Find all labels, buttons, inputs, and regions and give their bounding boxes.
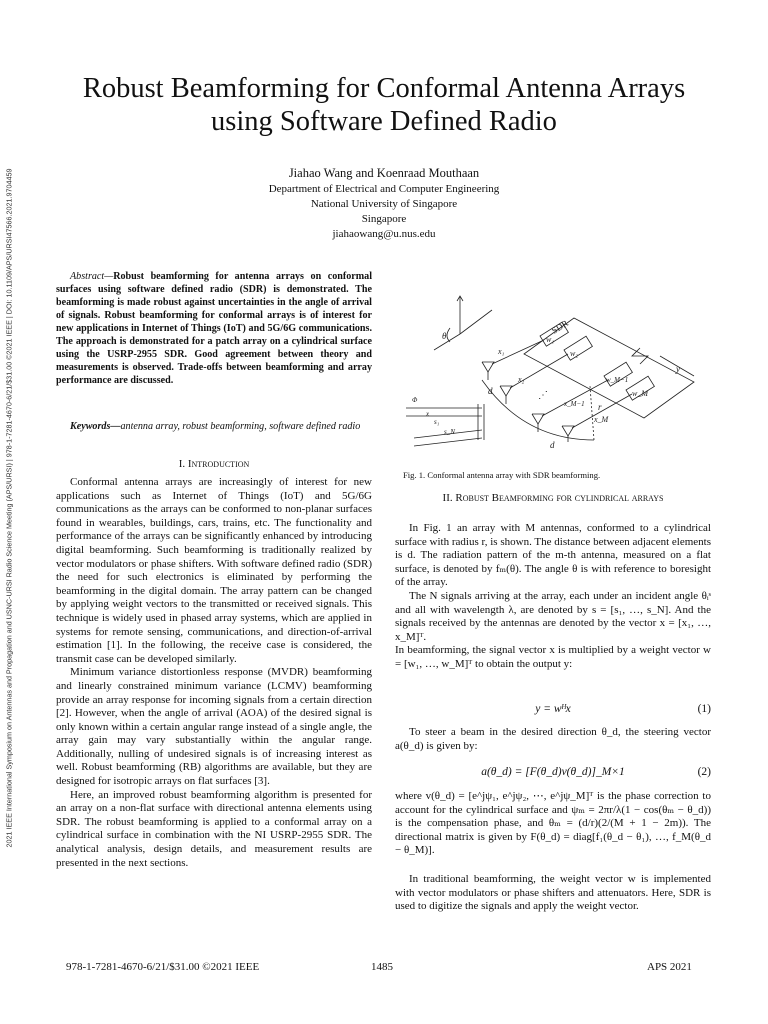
side-citation-text: 2021 IEEE International Symposium on Antennas and Propagation and USNC-URSI Radio Science Meeting (APS/URSI) | 978-1-7281-4670-6/21/$31.00 ©2021 IEEE | DOI: 10.1109/APS/URSI47566.2021.9704459 <box>4 168 14 848</box>
intro-paragraph-2: Minimum variance distortionless response (MVDR) beamforming and linearly constrained minimum variance (LCMV) beamforming provide an array response for incoming signals from a certain direction [2]. However, when the angle of arrival (AOA) of the desired signal is only known within a certain angular range instead of a single angle, the array gain may vary substantially within the angular range. Additionally, nulling of undesired signals is of increasing interest as well. Robust beamforming (RB) algorithms are available, but they are designed for isotropic arrays on flat surfaces [3]. <box>56 666 372 788</box>
page-number: 1485 <box>371 961 393 973</box>
signal-label-n: s_N <box>444 428 455 436</box>
sec2-paragraph-2: The N signals arriving at the array, each under an incident angle θᵢˢ and all with wavelength λ, are denoted by s = [s₁, …, s_N]. And the signals received by the antennas are denoted by the vector x = [x₁, …, x_M]ᵀ. <box>395 589 711 643</box>
sec2-paragraph-4: To steer a beam in the desired direction θ_d, the steering vector a(θ_d) is given by: <box>395 726 711 752</box>
keywords-text: antenna array, robust beamforming, software defined radio <box>120 421 361 432</box>
signal-ray-4 <box>414 438 482 446</box>
figure-1-diagram <box>404 290 708 450</box>
footer-conference: APS 2021 <box>647 961 692 973</box>
side-margin-citation <box>2 68 16 948</box>
figure-1-caption: Fig. 1. Conformal antenna array with SDR beamforming. <box>403 470 601 480</box>
antenna-2 <box>500 386 512 404</box>
antenna-3 <box>532 414 544 432</box>
abstract <box>56 270 372 387</box>
output-y-label: y <box>676 364 680 374</box>
keywords-label: Keywords— <box>70 421 121 432</box>
title-line-1: Robust Beamforming for Conformal Antenna Arrays <box>82 73 686 104</box>
section-2-body-c <box>395 790 711 858</box>
authors: Jiahao Wang and Koenraad Mouthaan <box>288 166 480 180</box>
equation-1-number: (1) <box>697 703 711 715</box>
weight-label-3: w_M−1 <box>606 376 629 384</box>
section-2-body-a <box>395 522 711 672</box>
section-1-heading: I. Introduction <box>178 458 250 470</box>
x-label-4: x_M <box>594 415 609 424</box>
sdr-box <box>524 318 694 418</box>
section-1-body <box>56 476 372 870</box>
section-2-body-d <box>395 873 711 914</box>
theta-label: θ <box>442 331 447 341</box>
weight-label-1: w₁ <box>546 335 555 344</box>
sec2-paragraph-5: where v(θ_d) = [e^jψ₁, e^jψ₂, ⋯, e^jψ_M]ᵀ is the phase correction to account for the cylindrical surface and ψₘ = 2πr/λ(1 − cos(θₘ − θ_d)) is the compensation phase, and θₘ = (d/r)(2/(M + 1 − 2m)). The directional matrix is given by F(θ_d) = diag[f₁(θ_d − θ₁), …, f_M(θ_d − θ_M)]. <box>395 790 711 857</box>
author-email: jiahaowang@u.nus.edu <box>332 228 436 240</box>
title-line-2: using Software Defined Radio <box>211 106 557 137</box>
phi-label: Φ <box>412 396 418 404</box>
weight-label-2: w₂ <box>570 349 579 358</box>
spacing-d-label-1: d <box>488 386 493 396</box>
abstract-text: Robust beamforming for antenna arrays on conformal surfaces using software defined radio (SDR) is demonstrated. The beamforming is made robust against uncertainties in the angle of arrival of signals. Robust beamforming for conformal arrays is of interest for new applications in Internet of Things (IoT) and 5G/6G communications. The approach is demonstrated for a patch array on a cylindrical surface using the USRP-2955 SDR. Good agreement between theory and measurements is observed. Trade-offs between beamforming and array performance are discussed. <box>56 271 372 386</box>
radius-line <box>590 386 594 440</box>
paper-title <box>40 72 728 138</box>
theta-arc <box>447 328 450 342</box>
axis-right-line <box>460 310 492 334</box>
ellipsis-dots: ⋰ <box>538 390 548 401</box>
sec2-paragraph-6: In traditional beamforming, the weight vector w is implemented with vector modulators or phase shifters and attenuators. Here, SDR is used to digitize the signals and apply the weight vector. <box>395 873 711 913</box>
x-label-1: x₁ <box>498 347 505 356</box>
radius-label: r <box>598 402 602 412</box>
sec2-paragraph-3: In beamforming, the signal vector x is multiplied by a weight vector w = [w₁, …, w_M]ᵀ to obtain the output y: <box>395 644 711 670</box>
intro-paragraph-1: Conformal antenna arrays are increasingly of interest for new applications such as Internet of Things (IoT) and 5G/6G communications as the arrays can be conformed to non-planar surfaces found in wearables, buildings, cars, trains, etc. The functionality and performance of the arrays can be significantly enhanced by introducing digital beamforming. Such beamforming is traditionally realized by vector modulators or phase shifters. With software defined radio (SDR) the need for such electronics is eliminated by performing the beamforming in the digital domain. The array pattern can be changed by applying weight vectors to the transmitted or received signals. This technique is widely used in phased array systems, which are applied in systems for remote sensing, communications, and direction-of-arrival estimation [1]. In the following, the receive case is considered, the transmit case can be developed similarly. <box>56 476 372 665</box>
spacing-d-label-2: d <box>550 440 555 450</box>
antenna-1 <box>482 362 494 380</box>
affiliation-department: Department of Electrical and Computer Engineering <box>268 183 500 195</box>
affiliation-country: Singapore <box>361 213 407 225</box>
equation-2-number: (2) <box>697 766 711 778</box>
section-2-heading: II. Robust Beamforming for cylindrical arrays <box>442 492 664 504</box>
equation-2-text: a(θ_d) = [F(θ_d)v(θ_d)]_M×1 <box>481 766 625 778</box>
footer-isbn: 978-1-7281-4670-6/21/$31.00 ©2021 IEEE <box>66 961 260 973</box>
x-label-3: x_M−1 <box>564 400 585 408</box>
intro-paragraph-3: Here, an improved robust beamforming algorithm is presented for an array on a non-flat surface with directional antenna elements using SDR. The robust beamforming is applied to a conformal array on a cylindrical surface in combination with the NI USRP-2955 SDR. The analytical analysis, design details, and measurement results are presented in the next sections. <box>56 788 372 869</box>
affiliation <box>184 182 584 242</box>
equation-1-text: y = wᴴx <box>535 703 571 715</box>
abstract-label: Abstract— <box>70 271 114 282</box>
x-axis-label: x <box>426 410 430 418</box>
antenna-4 <box>562 426 574 442</box>
keywords <box>56 420 372 433</box>
weight-label-4: w_M <box>632 389 648 398</box>
section-2-body-b <box>395 726 711 753</box>
affiliation-university: National University of Singapore <box>310 198 458 210</box>
x-label-2: x₂ <box>518 375 525 384</box>
weight-box-2 <box>564 336 592 360</box>
sdr-label: SDR <box>549 317 570 336</box>
signal-label-1: s₁ <box>434 418 440 426</box>
sec2-paragraph-1: In Fig. 1 an array with M antennas, conformed to a cylindrical surface with radius r, is shown. The distance between adjacent elements is d. The radiation pattern of the m-th antenna, measured on a flat surface, is denoted by fₘ(θ). The angle θ is with reference to boresight of the array. <box>395 522 711 589</box>
